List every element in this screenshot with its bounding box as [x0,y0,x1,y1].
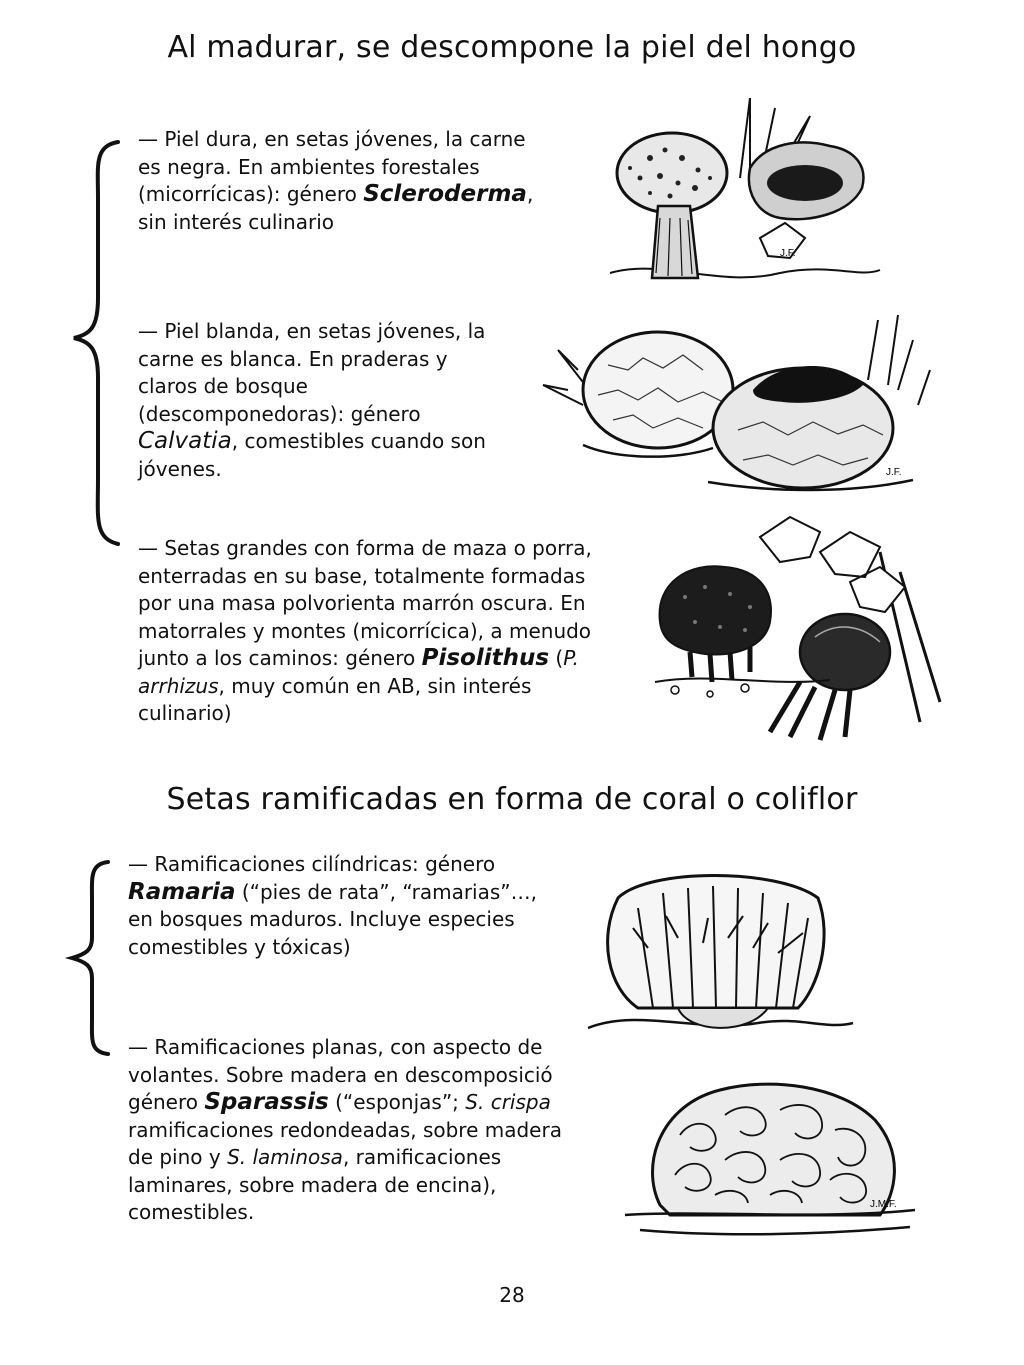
genus-name-ramaria: Ramaria [128,878,236,905]
text-line: enterradas en su base, totalmente formadas [138,563,586,588]
text-line: (descomponedoras): género [138,401,421,426]
illustration-signature: J.F. [780,248,796,259]
text-segment: , comestibles cuando son [231,429,486,453]
text-line: laminares, sobre madera de encina), [128,1172,497,1197]
sparassis-illustration [620,1065,920,1255]
text-segment: ( [549,646,564,670]
genus-name-scleroderma: Scleroderma [363,181,527,207]
text-line: volantes. Sobre madera en descomposició [128,1062,553,1087]
text-line [138,181,533,209]
pisolithus-illustration [650,512,950,742]
text-segment: junto a los caminos: género [138,646,422,670]
sparassis-description [128,1034,583,1227]
genus-name-sparassis: Sparassis [204,1089,329,1115]
text-line [138,645,592,673]
text-segment: (“pies de rata”, “ramarias”…, [235,879,537,904]
text-line: matorrales y montes (micorrícica), a menudo [138,618,592,643]
curly-brace-2 [64,858,114,1058]
text-line: en bosques maduros. Incluye especies [128,907,515,931]
text-line: ramificaciones redondeadas, sobre madera [128,1117,562,1142]
species-name-arrhizus: arrhizus [138,673,219,698]
text-line: comestibles y tóxicas) [128,934,351,959]
text-line: — Piel dura, en setas jóvenes, la carne [138,127,526,151]
text-line: sin interés culinario [138,209,334,234]
text-line [138,428,486,456]
text-line: por una masa polvorienta marrón oscura. En [138,591,586,615]
genus-name-calvatia: Calvatia [138,428,232,454]
text-line: es negra. En ambientes forestales [138,154,480,179]
text-line: claros de bosque [138,374,308,398]
text-line: — Ramificaciones planas, con aspecto de [128,1035,543,1059]
text-line: carne es blanca. En praderas y [138,346,448,371]
species-name-laminosa: S. laminosa [227,1145,343,1169]
ramaria-illustration [578,858,858,1048]
calvatia-illustration [538,310,938,500]
text-line [128,1089,583,1117]
species-name-crispa: S. crispa [465,1090,551,1114]
scleroderma-description [138,126,533,236]
text-line [128,879,537,907]
text-line: — Setas grandes con forma de maza o porra, [138,536,592,560]
pisolithus-description [138,535,592,728]
text-segment: género [128,1090,205,1114]
text-line [128,1144,583,1172]
text-segment: de pino y [128,1145,228,1169]
text-segment: , ramificaciones [342,1145,502,1169]
scleroderma-illustration [600,88,900,298]
text-line [138,673,592,701]
text-segment: , muy común en AB, sin interés [218,673,532,698]
curly-brace-1 [66,138,126,548]
illustration-signature: J.M.F. [870,1199,897,1210]
text-line: culinario) [138,701,232,725]
text-line: jóvenes. [138,456,222,481]
text-segment: (“esponjas”; [328,1090,466,1114]
section-title-branched-mushrooms: Setas ramificadas en forma de coral o coliflor [166,782,858,817]
text-segment: (micorrícicas): género [138,182,364,206]
text-line: — Ramificaciones cilíndricas: género [128,852,496,876]
section-title-decomposing-skin: Al madurar, se descompone la piel del hongo [167,30,857,65]
text-segment: , [526,182,534,206]
ramaria-description [128,851,537,961]
text-line: comestibles. [128,1200,255,1224]
calvatia-description [138,318,486,483]
illustration-signature: J.F. [886,467,902,478]
genus-name-pisolithus: Pisolithus [421,645,550,671]
page-number: 28 [499,1283,525,1307]
text-segment: P. [563,646,579,670]
text-line: — Piel blanda, en setas jóvenes, la [138,319,486,343]
